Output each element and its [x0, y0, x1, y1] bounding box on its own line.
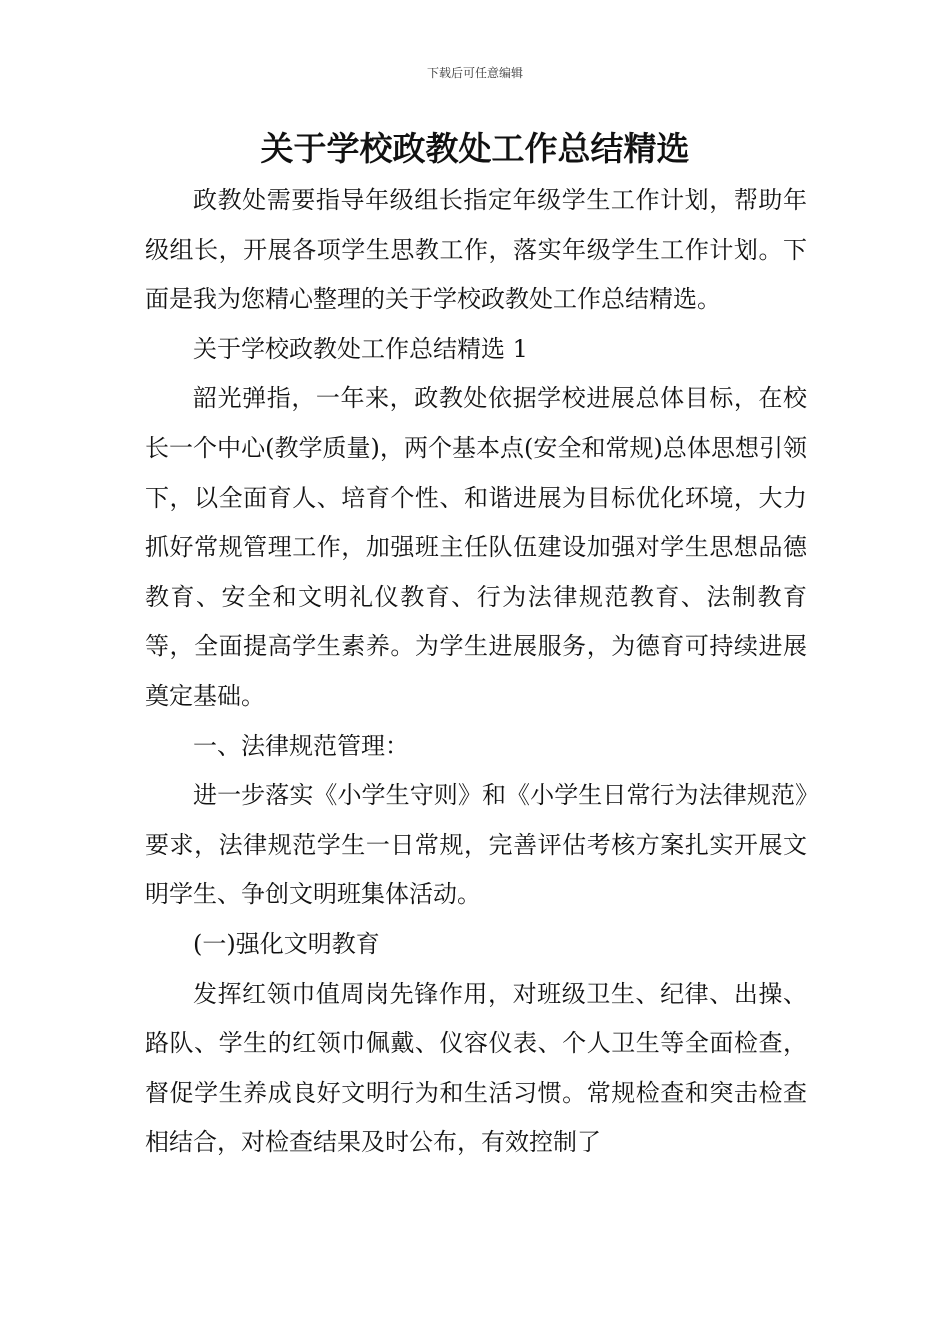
header-note: 下载后可任意编辑 — [426, 66, 523, 80]
paragraph-management: 进一步落实《小学生守则》和《小学生日常行为法律规范》要求，法律规范学生一日常规，完善评估考核方案扎实开展文明学生、争创文明班集体活动。 — [145, 781, 807, 909]
paragraph-intro: 政教处需要指导年级组长指定年级学生工作计划，帮助年级组长，开展各项学生思教工作，落实年级学生工作计划。下面是我为您精心整理的关于学校政教处工作总结精选。 — [145, 186, 807, 314]
document-title: 关于学校政教处工作总结精选 — [260, 129, 690, 168]
document-body — [145, 176, 807, 1168]
paragraph-civility: 发挥红领巾值周岗先锋作用，对班级卫生、纪律、出操、路队、学生的红领巾佩戴、仪容仪表、个人卫生等全面检查，督促学生养成良好文明行为和生活习惯。常规检查和突击检查相结合，对检查结果及时公布，有效控制了 — [145, 979, 807, 1157]
section-heading-1: 关于学校政教处工作总结精选 1 — [193, 334, 528, 363]
section-heading-management: 一、法律规范管理： — [193, 731, 409, 760]
subsection-heading-civility: (一)强化文明教育 — [193, 929, 380, 958]
paragraph-overview: 韶光弹指，一年来，政教处依据学校进展总体目标，在校长一个中心(教学质量)，两个基本点(安全和常规)总体思想引领下，以全面育人、培育个性、和谐进展为目标优化环境，大力抓好常规管理工作，加强班主任队伍建设加强对学生思想品德教育、安全和文明礼仪教育、行为法律规范教育、法制教育等，全面提高学生素养。为学生进展服务，为德育可持续进展奠定基础。 — [145, 384, 807, 710]
